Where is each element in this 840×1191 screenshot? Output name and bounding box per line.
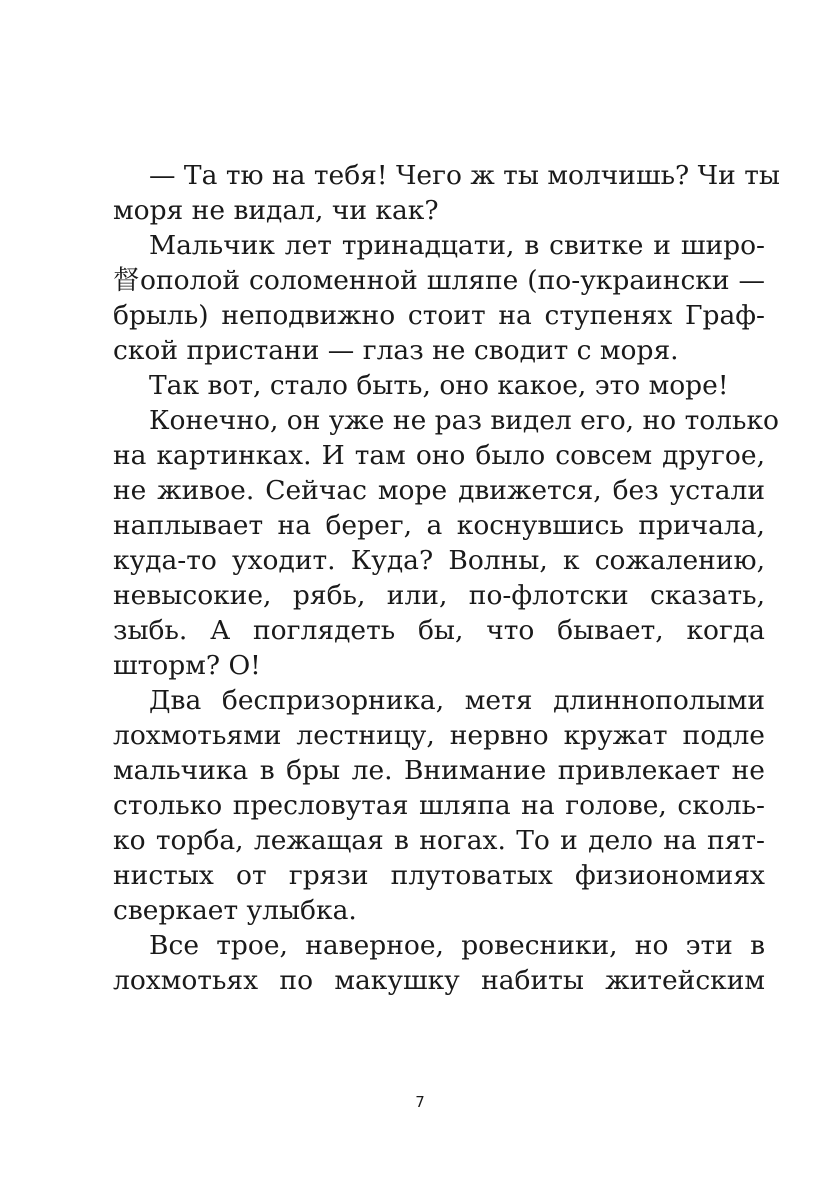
text-line: шторм? О! xyxy=(113,650,261,681)
text-line: Все трое, наверное, ровесники, но эти в xyxy=(149,930,765,961)
text-line: Два беспризорника, метя длиннополыми xyxy=(149,685,765,716)
text-line: лохмотьями лестницу, нервно кружат подле xyxy=(113,720,765,751)
text-line: лохмотьях по макушку набиты житейским xyxy=(113,965,765,996)
text-line: куда-то уходит. Куда? Волны, к сожалению, xyxy=(113,545,765,576)
text-line: Конечно, он уже не раз видел его, но только xyxy=(149,405,779,436)
text-line: мальчика в бры ле. Внимание привлекает не xyxy=(113,755,765,786)
text-line: ской пристани — глаз не сводит с моря. xyxy=(113,335,679,366)
text-line: столько пресловутая шляпа на голове, сколь- xyxy=(113,790,765,821)
text-line: сверкает улыбка. xyxy=(113,895,357,926)
page-number: 7 xyxy=(415,1093,425,1111)
text-line: невысокие, рябь, или, по-флотски сказать, xyxy=(113,580,765,611)
text-line: — Та тю на тебя! Чего ж ты молчишь? Чи ты xyxy=(149,160,780,191)
text-line: на картинках. И там оно было совсем другое, xyxy=(113,440,765,471)
text-line: нистых от грязи плутоватых физиономиях xyxy=(113,860,765,891)
text-line: зыбь. А поглядеть бы, что бывает, когда xyxy=(113,615,765,646)
text-line: Мальчик лет тринадцати, в свитке и широ- xyxy=(149,230,765,261)
text-line: 督ополой соломенной шляпе (по-украински — xyxy=(113,265,765,296)
text-line: брыль) неподвижно стоит на ступенях Граф- xyxy=(113,300,765,331)
text-line: ко торба, лежащая в ногах. То и дело на пят- xyxy=(113,825,765,856)
text-line: Так вот, стало быть, оно какое, это море! xyxy=(149,370,729,401)
text-line: моря не видал, чи как? xyxy=(113,195,439,226)
text-line: не живое. Сейчас море движется, без устали xyxy=(113,475,765,506)
body-text xyxy=(113,158,780,998)
text-line: наплывает на берег, а коснувшись причала, xyxy=(113,510,765,541)
